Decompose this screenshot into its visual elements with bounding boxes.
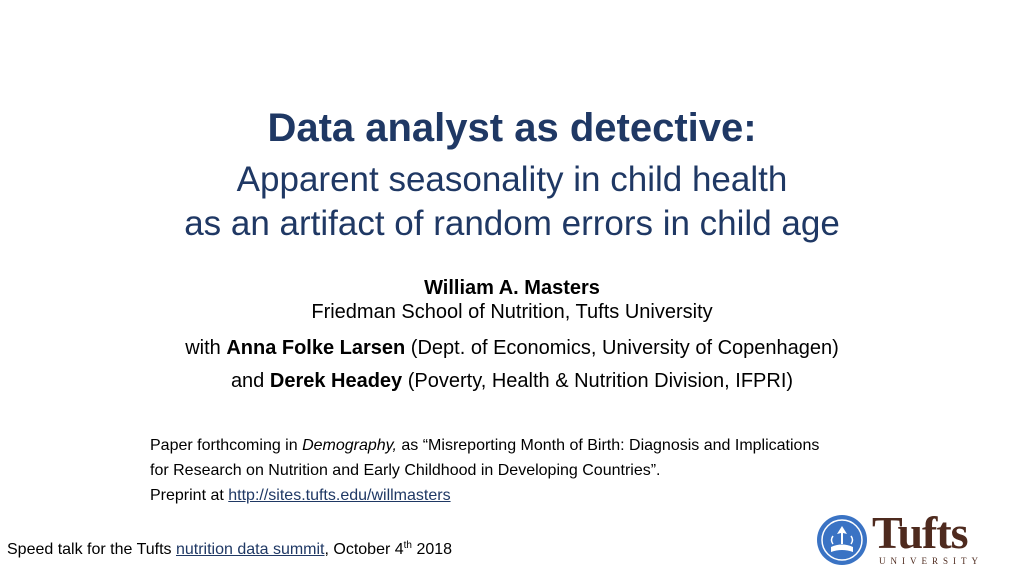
paper-prefix: Paper forthcoming in — [150, 437, 303, 454]
tufts-seal-icon — [816, 514, 868, 566]
subtitle-line-1: Apparent seasonality in child health — [236, 160, 788, 199]
coauthor-line-2 — [0, 368, 1024, 394]
logo-subtext: UNIVERSITY — [879, 556, 983, 566]
speed-talk-line — [7, 540, 452, 560]
subtitle-line-2: as an artifact of random errors in child age — [184, 204, 840, 243]
tufts-logo — [816, 507, 1006, 570]
paper-line-3 — [150, 486, 451, 506]
date-superscript: th — [403, 540, 412, 551]
coauthor-2-name: Derek Headey — [269, 370, 403, 392]
author-affiliation: Friedman School of Nutrition, Tufts University — [311, 301, 713, 323]
paper-line-2: for Research on Nutrition and Early Childhood in Developing Countries”. — [150, 462, 661, 479]
author-name: William A. Masters — [424, 277, 600, 299]
paper-line-1 — [150, 436, 819, 456]
logo-wordmark: Tufts — [872, 507, 968, 558]
speed-talk-year: 2018 — [412, 541, 453, 558]
speed-talk-date: , October 4 — [324, 541, 404, 558]
preprint-link[interactable]: http://sites.tufts.edu/willmasters — [228, 487, 451, 504]
coauthor-1-name: Anna Folke Larsen — [226, 337, 406, 359]
coauthor-1-prefix: with — [185, 337, 227, 359]
paper-title-part-1: as “Misreporting Month of Birth: Diagnosis and Implications — [396, 437, 820, 454]
preprint-prefix: Preprint at — [150, 487, 229, 504]
coauthor-line-1 — [0, 335, 1024, 361]
summit-link[interactable]: nutrition data summit — [175, 541, 325, 558]
slide-title: Data analyst as detective: — [267, 106, 757, 150]
journal-name: Demography, — [302, 437, 397, 454]
speed-talk-prefix: Speed talk for the Tufts — [7, 541, 176, 558]
coauthor-1-affiliation: (Dept. of Economics, University of Copenhagen) — [405, 337, 839, 359]
coauthor-2-prefix: and — [230, 370, 270, 392]
coauthor-2-affiliation: (Poverty, Health & Nutrition Division, IFPRI) — [402, 370, 794, 392]
